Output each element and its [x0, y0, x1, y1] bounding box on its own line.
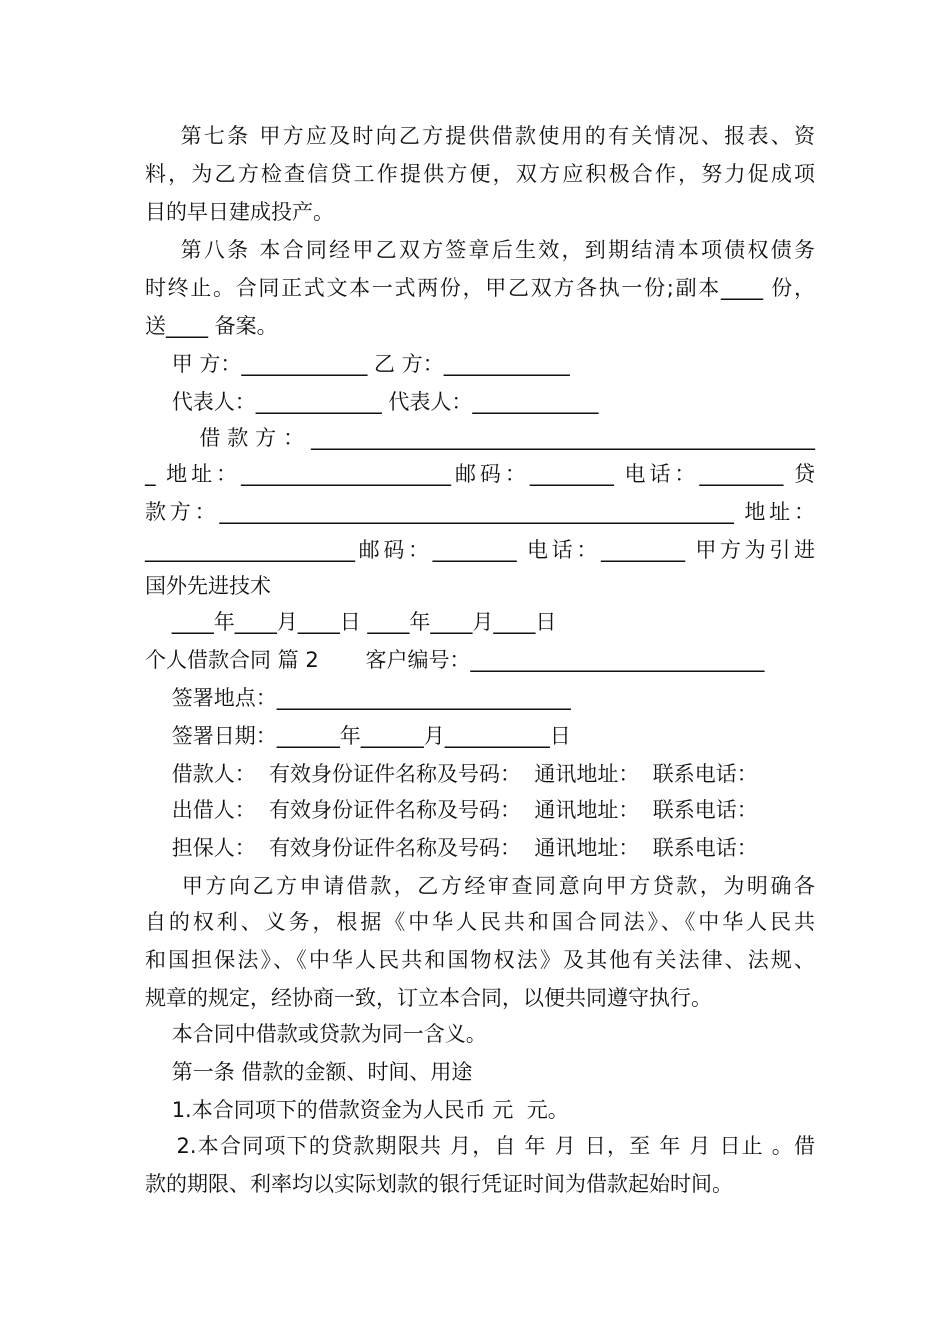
- text-line: 甲 方：____________ 乙 方：____________: [145, 352, 570, 376]
- text-line: 2.本合同项下的贷款期限共 月，自 年 月 日，至 年 月 日止 。借: [145, 1134, 815, 1158]
- text-line: 担保人： 有效身份证件名称及号码： 通讯地址： 联系电话：: [145, 836, 758, 860]
- text-line: 规章的规定，经协商一致，订立本合同，以便共同遵守执行。: [145, 986, 712, 1010]
- text-line: 自的权利、义务，根据《中华人民共和国合同法》、《中华人民共: [145, 910, 815, 934]
- text-line: 甲方向乙方申请借款，乙方经审查同意向甲方贷款，为明确各: [145, 874, 815, 898]
- text-line: 签署日期：______年______月__________日: [145, 724, 571, 748]
- text-line: 时终止。合同正式文本一式两份，甲乙双方各执一份;副本____ 份，: [145, 276, 815, 300]
- text-line: ____________________邮码：________ 电话：________ 甲方为引进: [145, 538, 815, 562]
- text-line: 本合同中借款或贷款为同一含义。: [145, 1022, 487, 1046]
- text-line: 和国担保法》、《中华人民共和国物权法》及其他有关法律、法规、: [145, 948, 815, 972]
- text-line: 料，为乙方检查信贷工作提供方便，双方应积极合作，努力促成项: [145, 162, 815, 186]
- text-line: 第一条 借款的金额、时间、用途: [145, 1060, 473, 1084]
- text-line: 国外先进技术: [145, 574, 271, 598]
- text-line: 第八条 本合同经甲乙双方签章后生效，到期结清本项债权债务: [145, 238, 815, 262]
- text-line: 目的早日建成投产。: [145, 200, 334, 224]
- text-line: 代表人：____________ 代表人：____________: [145, 390, 599, 414]
- text-line: 个人借款合同 篇 2 客户编号：____________________________: [145, 648, 765, 672]
- text-line: 款的期限、利率均以实际划款的银行凭证时间为借款起始时间。: [145, 1172, 733, 1196]
- text-line: 出借人： 有效身份证件名称及号码： 通讯地址： 联系电话：: [145, 798, 758, 822]
- text-line: 借款人： 有效身份证件名称及号码： 通讯地址： 联系电话：: [145, 762, 758, 786]
- text-line: _ 地址：____________________邮码：________ 电话：________ 贷: [145, 462, 815, 486]
- text-line: 送____ 备案。: [145, 314, 278, 338]
- text-line: 款方：_________________________________________________ 地址：: [145, 500, 815, 524]
- text-line: 1.本合同项下的借款资金为人民币 元 元。: [145, 1098, 569, 1122]
- text-line: ____年____月____日 ____年____月____日: [145, 610, 557, 634]
- text-line: 签署地点：____________________________: [145, 686, 571, 710]
- text-line: 借款方：________________________________________________: [145, 426, 815, 450]
- text-line: 第七条 甲方应及时向乙方提供借款使用的有关情况、报表、资: [145, 124, 815, 148]
